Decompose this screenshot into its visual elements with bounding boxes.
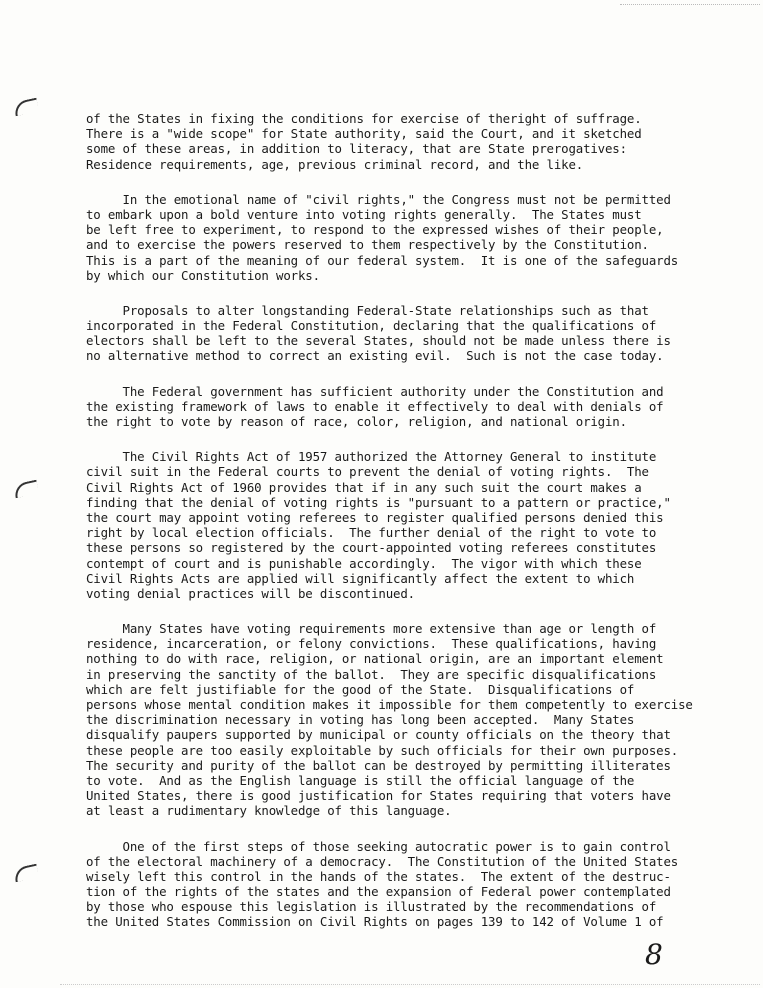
binder-hole-mark bbox=[13, 98, 39, 117]
text-line: Civil Rights Act of 1960 provides that if in any such suit the court makes a bbox=[86, 479, 642, 495]
document-body bbox=[86, 111, 726, 950]
text-line: by which our Constitution works. bbox=[86, 267, 320, 283]
binder-hole-mark bbox=[13, 480, 39, 499]
binder-hole-mark bbox=[13, 864, 39, 883]
text-line: no alternative method to correct an existing evil. Such is not the case today. bbox=[86, 348, 664, 364]
text-line: voting denial practices will be discontinued. bbox=[86, 585, 415, 601]
text-line: One of the first steps of those seeking autocratic power is to gain control bbox=[86, 838, 671, 854]
text-line: to vote. And as the English language is still the official language of the bbox=[86, 772, 635, 788]
text-line: and to exercise the powers reserved to them respectively by the Constitution. bbox=[86, 237, 649, 253]
paragraph bbox=[86, 192, 726, 283]
text-line: the right to vote by reason of race, color, religion, and national origin. bbox=[86, 414, 627, 429]
text-line: persons whose mental condition makes it impossible for them competently to exercise bbox=[86, 697, 693, 712]
text-line: The Civil Rights Act of 1957 authorized the Attorney General to institute bbox=[86, 449, 657, 465]
text-line: Civil Rights Acts are applied will significantly affect the extent to which bbox=[86, 570, 635, 586]
text-line: United States, there is good justification for States requiring that voters have bbox=[86, 788, 671, 804]
text-line: the United States Commission on Civil Rights on pages 139 to 142 of Volume 1 of bbox=[86, 914, 664, 930]
paragraph bbox=[86, 111, 726, 172]
text-line: of the States in fixing the conditions for exercise of theright of suffrage. bbox=[86, 111, 642, 126]
scan-artifact-bottom bbox=[60, 984, 760, 985]
text-line: at least a rudimentary knowledge of this language. bbox=[86, 803, 452, 819]
text-line: by those who espouse this legislation is illustrated by the recommendations of bbox=[86, 899, 657, 915]
text-line: In the emotional name of "civil rights," the Congress must not be permitted bbox=[86, 191, 671, 207]
text-line: wisely left this control in the hands of the states. The extent of the destruc- bbox=[86, 868, 671, 884]
page-number: 8 bbox=[645, 938, 663, 971]
text-line: Residence requirements, age, previous criminal record, and the like. bbox=[86, 156, 584, 172]
text-line: tion of the rights of the states and the expansion of Federal power contemplated bbox=[86, 884, 671, 900]
text-line: contempt of court and is punishable accordingly. The vigor with which these bbox=[86, 555, 642, 571]
text-line: these persons so registered by the court-appointed voting referees constitutes bbox=[86, 540, 657, 556]
paragraph bbox=[86, 839, 726, 930]
paragraph bbox=[86, 449, 726, 601]
paragraph bbox=[86, 384, 726, 430]
text-line: some of these areas, in addition to literacy, that are State prerogatives: bbox=[86, 141, 627, 157]
text-line: This is a part of the meaning of our federal system. It is one of the safeguards bbox=[86, 252, 679, 268]
text-line: to embark upon a bold venture into voting rights generally. The States must bbox=[86, 206, 642, 222]
text-line: these people are too easily exploitable by such officials for their own purposes. bbox=[86, 742, 679, 758]
text-line: be left free to experiment, to respond to the expressed wishes of their people, bbox=[86, 222, 664, 238]
text-line: nothing to do with race, religion, or national origin, are an important element bbox=[86, 651, 664, 667]
text-line: The security and purity of the ballot can be destroyed by permitting illiterates bbox=[86, 757, 671, 773]
text-line: the discrimination necessary in voting has long been accepted. Many States bbox=[86, 712, 635, 728]
text-line: of the electoral machinery of a democracy. The Constitution of the United States bbox=[86, 853, 679, 869]
text-line: Many States have voting requirements more extensive than age or length of bbox=[86, 621, 657, 637]
text-line: The Federal government has sufficient authority under the Constitution and bbox=[86, 383, 664, 399]
text-line: disqualify paupers supported by municipal or county officials on the theory that bbox=[86, 727, 671, 743]
text-line: residence, incarceration, or felony convictions. These qualifications, having bbox=[86, 636, 657, 652]
text-line: in preserving the sanctity of the ballot. They are specific disqualifications bbox=[86, 666, 657, 682]
text-line: electors shall be left to the several States, should not be made unless there is bbox=[86, 333, 671, 349]
text-line: There is a "wide scope" for State authority, said the Court, and it sketched bbox=[86, 126, 642, 142]
text-line: the court may appoint voting referees to register qualified persons denied this bbox=[86, 509, 664, 525]
text-line: civil suit in the Federal courts to prevent the denial of voting rights. The bbox=[86, 464, 649, 480]
text-line: right by local election officials. The further denial of the right to vote to bbox=[86, 525, 657, 541]
text-line: Proposals to alter longstanding Federal-State relationships such as that bbox=[86, 302, 649, 318]
text-line: finding that the denial of voting rights is "pursuant to a pattern or practice," bbox=[86, 494, 671, 510]
text-line: which are felt justifiable for the good of the State. Disqualifications of bbox=[86, 681, 635, 697]
text-line: incorporated in the Federal Constitution, declaring that the qualifications of bbox=[86, 318, 657, 334]
scan-artifact-top bbox=[620, 4, 760, 5]
text-line: the existing framework of laws to enable it effectively to deal with denials of bbox=[86, 398, 664, 414]
paragraph bbox=[86, 621, 726, 818]
paragraph bbox=[86, 303, 726, 364]
